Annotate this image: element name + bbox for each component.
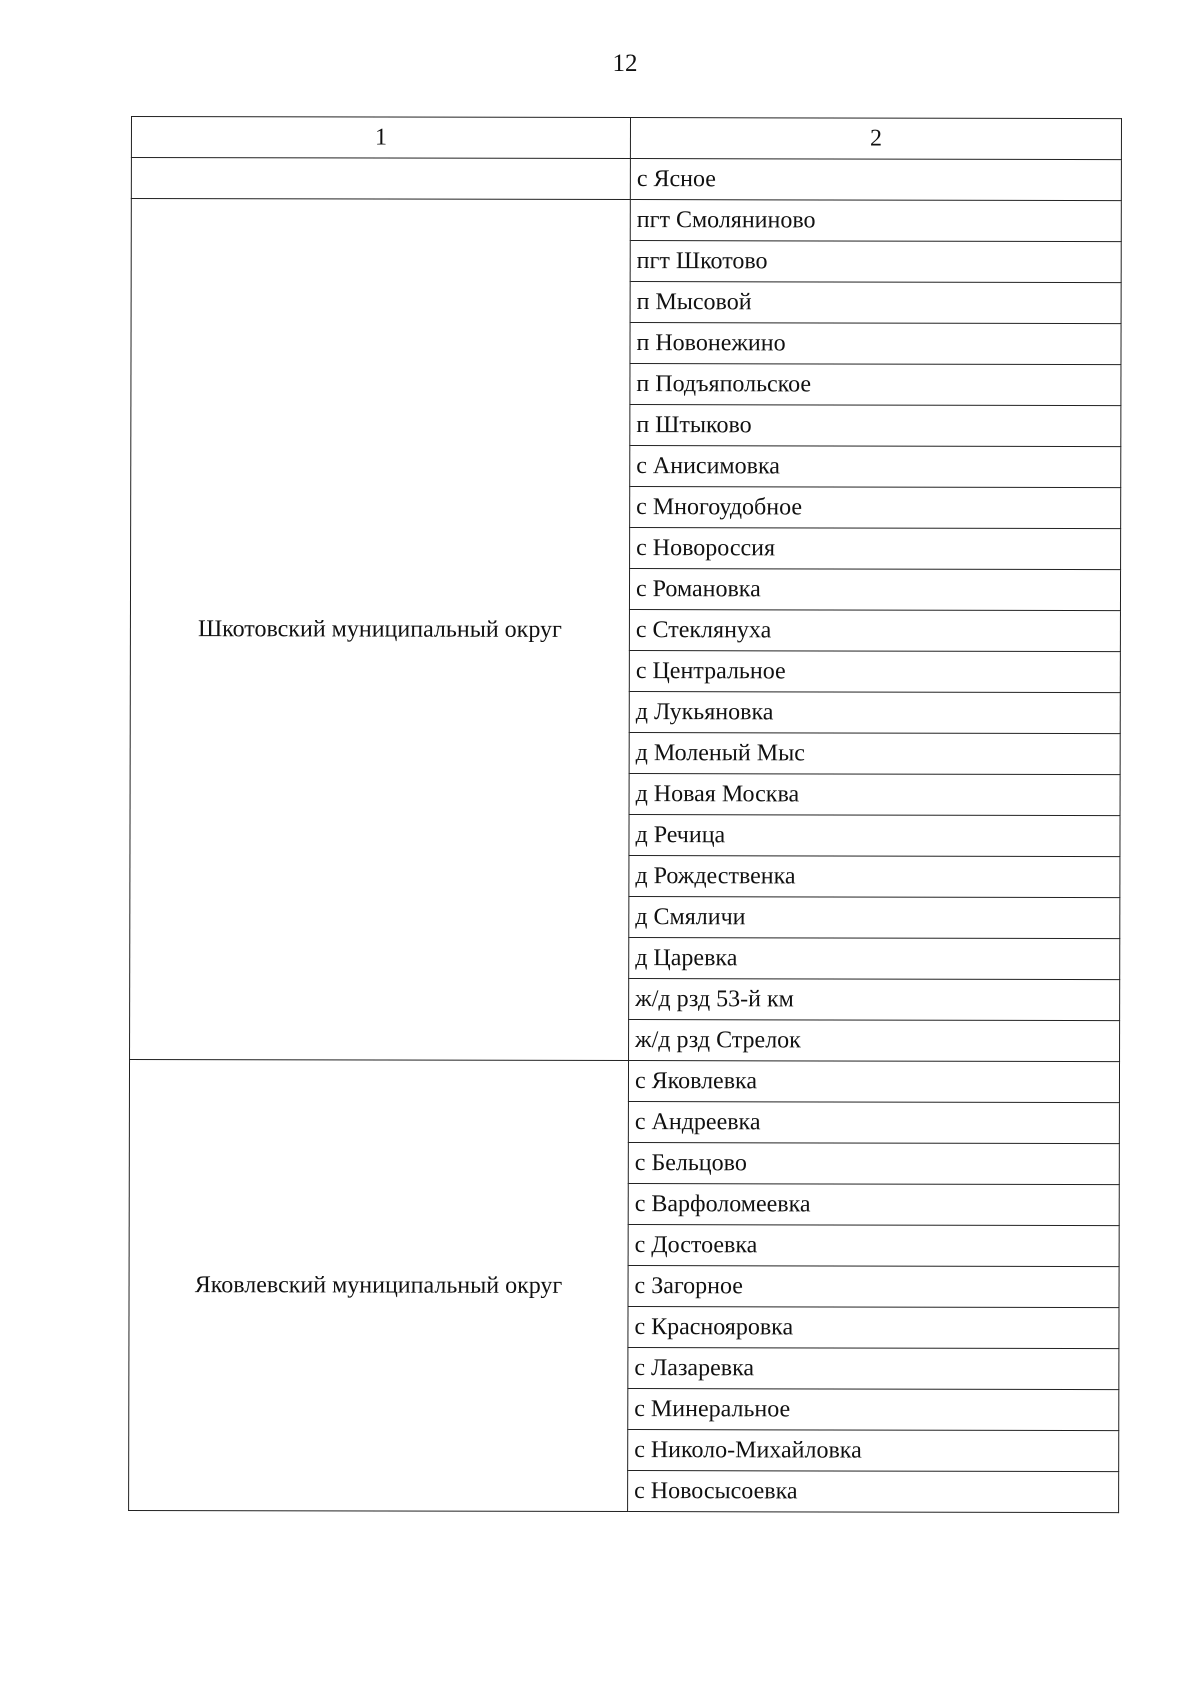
column-2-header: 2 [630, 118, 1121, 160]
settlements-table [128, 116, 1122, 1513]
settlement-cell: с Достоевка [628, 1225, 1119, 1267]
settlement-cell: д Смяличи [629, 897, 1120, 939]
district-cell: Яковлевский муниципальный округ [129, 1059, 629, 1511]
continuation-district-cell [131, 158, 630, 200]
settlement-cell: д Царевка [629, 938, 1120, 980]
table-row [129, 1059, 1119, 1102]
settlement-cell: с Анисимовка [630, 446, 1121, 488]
settlement-cell: с Романовка [629, 569, 1120, 611]
settlement-cell: с Минеральное [628, 1389, 1119, 1431]
settlement-cell: д Новая Москва [629, 774, 1120, 816]
settlement-cell: д Речица [629, 815, 1120, 857]
settlement-cell: с Ясное [630, 159, 1121, 201]
settlement-cell: с Андреевка [628, 1102, 1119, 1144]
settlement-cell: с Многоудобное [630, 487, 1121, 529]
settlement-cell: п Новонежино [630, 323, 1121, 365]
settlement-cell: п Мысовой [630, 282, 1121, 324]
settlement-cell: с Варфоломеевка [628, 1184, 1119, 1226]
settlement-cell: ж/д рзд 53-й км [629, 979, 1120, 1021]
settlement-cell: пгт Шкотово [630, 241, 1121, 283]
settlement-cell: с Новороссия [630, 528, 1121, 570]
header-row [131, 117, 1121, 160]
settlement-cell: д Лукьяновка [629, 692, 1120, 734]
settlement-cell: д Моленый Мыс [629, 733, 1120, 775]
settlement-cell: с Яковлевка [628, 1061, 1119, 1103]
table-row [131, 199, 1121, 242]
settlement-cell: с Новосысоевка [628, 1471, 1119, 1513]
settlement-cell: п Подъяпольское [630, 364, 1121, 406]
settlement-cell: п Штыково [630, 405, 1121, 447]
continuation-row [131, 158, 1121, 201]
settlement-cell: пгт Смоляниново [630, 200, 1121, 242]
settlement-cell: ж/д рзд Стрелок [629, 1020, 1120, 1062]
page-number: 12 [612, 50, 638, 77]
settlement-cell: д Рождественка [629, 856, 1120, 898]
settlement-cell: с Николо-Михайловка [628, 1430, 1119, 1472]
settlement-cell: с Бельцово [628, 1143, 1119, 1185]
settlement-cell: с Загорное [628, 1266, 1119, 1308]
column-1-header: 1 [131, 117, 630, 159]
settlement-cell: с Лазаревка [628, 1348, 1119, 1390]
settlement-cell: с Стеклянуха [629, 610, 1120, 652]
district-cell: Шкотовский муниципальный округ [130, 199, 631, 1061]
settlement-cell: с Центральное [629, 651, 1120, 693]
table-body [129, 117, 1122, 1513]
settlement-cell: с Краснояровка [628, 1307, 1119, 1349]
